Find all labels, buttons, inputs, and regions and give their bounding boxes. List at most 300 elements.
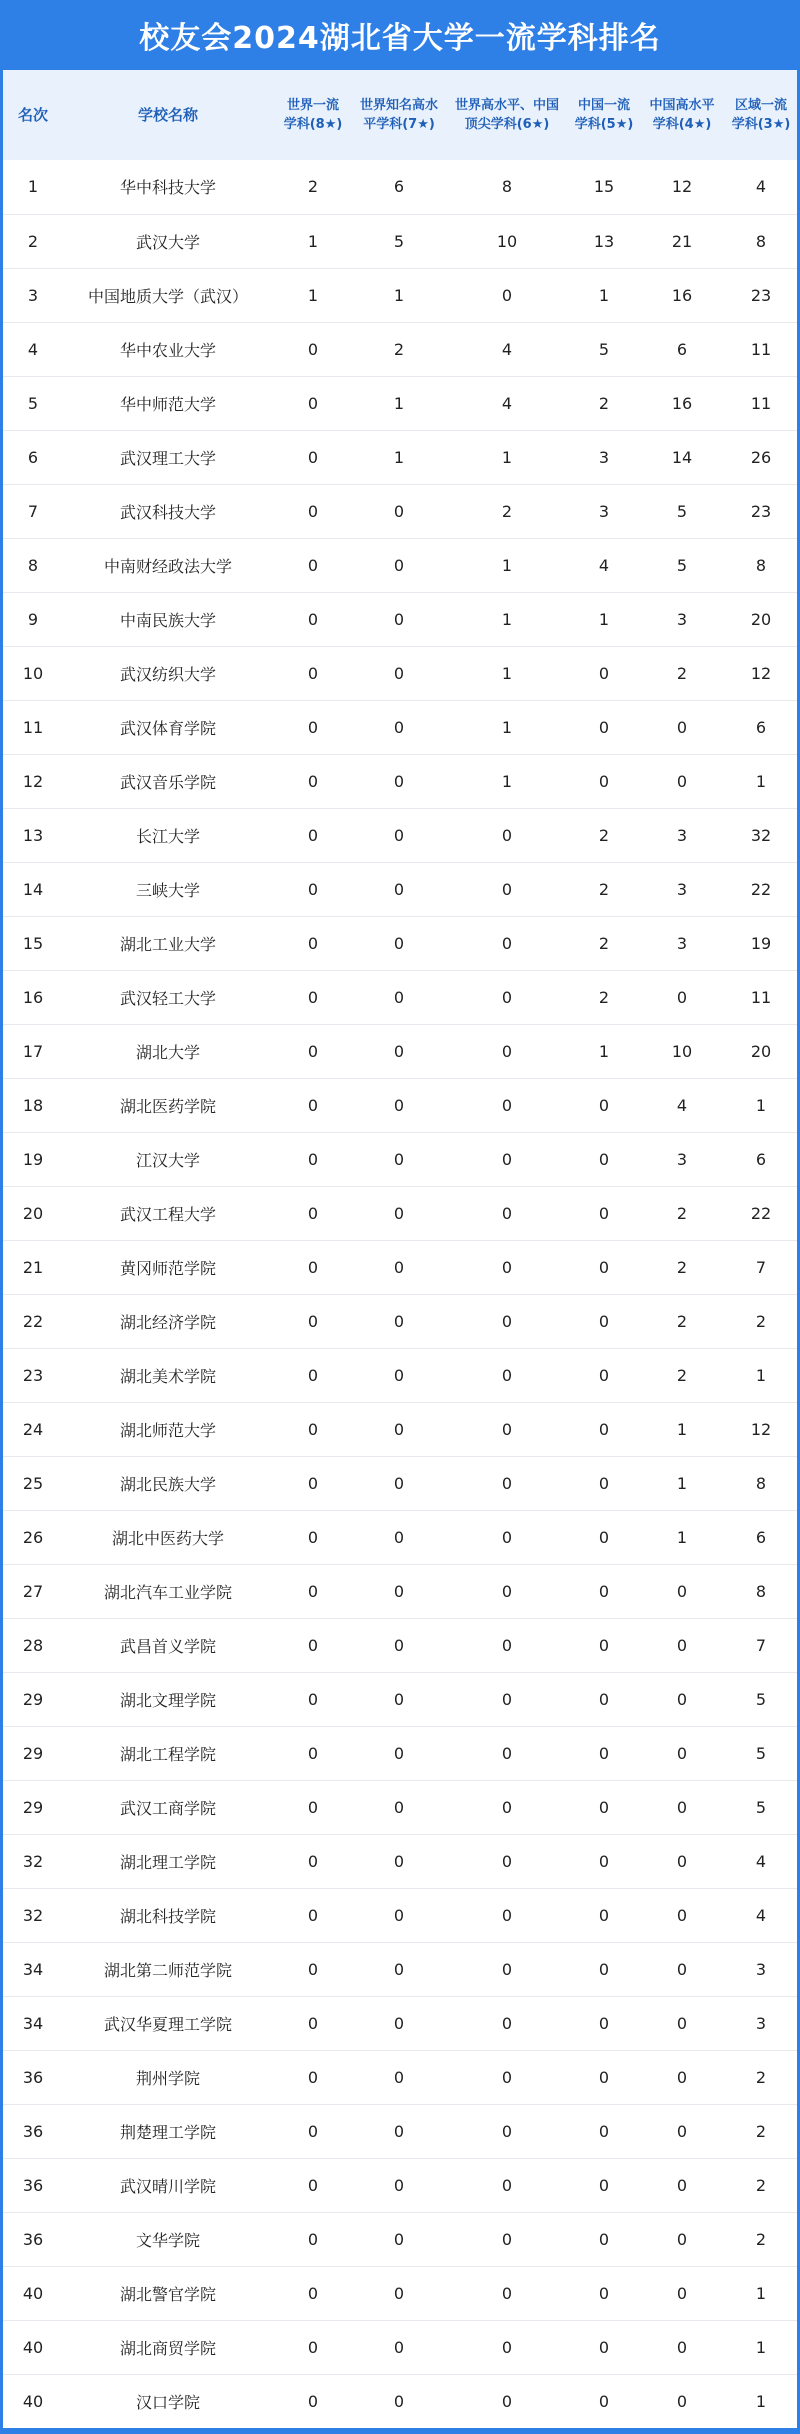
china-first-class-cell: 0 xyxy=(598,717,610,737)
table-row xyxy=(3,1672,797,1726)
rank-cell: 7 xyxy=(27,501,39,521)
regional-first-class-cell: 2 xyxy=(755,2175,767,2195)
world-renowned-cell: 0 xyxy=(393,771,405,791)
page-title: 校友会2024湖北省大学一流学科排名 xyxy=(139,21,661,56)
china-first-class-cell: 0 xyxy=(598,771,610,791)
rank-cell: 26 xyxy=(22,1527,44,1547)
rank-cell: 4 xyxy=(27,339,39,359)
school-name-cell: 文华学院 xyxy=(135,2230,200,2250)
rank-cell: 29 xyxy=(22,1743,44,1763)
world-high-level-cell: 0 xyxy=(501,1797,513,1817)
world-high-level-cell: 0 xyxy=(501,1473,513,1493)
school-name-cell: 湖北美术学院 xyxy=(119,1366,216,1386)
rank-cell: 10 xyxy=(22,663,44,683)
world-high-level-cell: 0 xyxy=(501,1419,513,1439)
world-renowned-cell: 0 xyxy=(393,2337,405,2357)
world-first-class-cell: 0 xyxy=(307,2229,319,2249)
world-renowned-cell: 0 xyxy=(393,1257,405,1277)
table-row xyxy=(3,1780,797,1834)
header-china-high-level: 中国高水平 学科(4★) xyxy=(649,98,715,132)
world-first-class-cell: 0 xyxy=(307,1203,319,1223)
regional-first-class-cell: 19 xyxy=(750,933,772,953)
world-first-class-cell: 0 xyxy=(307,1851,319,1871)
table-body xyxy=(3,160,797,2428)
world-first-class-cell: 0 xyxy=(307,393,319,413)
china-first-class-cell: 0 xyxy=(598,2175,610,2195)
school-name-cell: 长江大学 xyxy=(135,826,200,846)
world-first-class-cell: 0 xyxy=(307,987,319,1007)
china-high-level-cell: 0 xyxy=(676,771,688,791)
china-first-class-cell: 0 xyxy=(598,1203,610,1223)
rank-cell: 34 xyxy=(22,2013,44,2033)
regional-first-class-cell: 4 xyxy=(755,177,767,197)
header-world-high-level: 世界高水平、中国 顶尖学科(6★) xyxy=(454,98,559,132)
table-row xyxy=(3,1996,797,2050)
china-high-level-cell: 0 xyxy=(676,1851,688,1871)
table-row xyxy=(3,214,797,268)
school-name-cell: 华中师范大学 xyxy=(119,394,216,414)
school-name-cell: 中南民族大学 xyxy=(119,610,216,630)
school-name-cell: 三峡大学 xyxy=(135,880,200,900)
world-high-level-cell: 0 xyxy=(501,1041,513,1061)
regional-first-class-cell: 1 xyxy=(755,771,767,791)
world-first-class-cell: 0 xyxy=(307,2013,319,2033)
china-first-class-cell: 0 xyxy=(598,1797,610,1817)
world-renowned-cell: 0 xyxy=(393,2121,405,2141)
world-renowned-cell: 0 xyxy=(393,825,405,845)
china-first-class-cell: 0 xyxy=(598,2283,610,2303)
china-first-class-cell: 2 xyxy=(598,825,610,845)
china-first-class-cell: 0 xyxy=(598,1635,610,1655)
world-first-class-cell: 0 xyxy=(307,1689,319,1709)
rank-cell: 25 xyxy=(22,1473,44,1493)
table-row xyxy=(3,862,797,916)
table-row xyxy=(3,700,797,754)
rank-cell: 40 xyxy=(22,2337,44,2357)
world-renowned-cell: 6 xyxy=(393,177,405,197)
school-name-cell: 黄冈师范学院 xyxy=(119,1258,216,1278)
table-row xyxy=(3,1888,797,1942)
china-first-class-cell: 0 xyxy=(598,663,610,683)
world-first-class-cell: 0 xyxy=(307,1041,319,1061)
china-first-class-cell: 2 xyxy=(598,393,610,413)
rank-cell: 22 xyxy=(22,1311,44,1331)
china-first-class-cell: 15 xyxy=(593,177,615,197)
china-first-class-cell: 0 xyxy=(598,2121,610,2141)
header-rank: 名次 xyxy=(17,105,48,124)
china-high-level-cell: 12 xyxy=(671,177,693,197)
school-name-cell: 湖北科技学院 xyxy=(119,1906,216,1926)
world-renowned-cell: 0 xyxy=(393,1203,405,1223)
table-row xyxy=(3,2374,797,2428)
china-high-level-cell: 2 xyxy=(676,1257,688,1277)
china-first-class-cell: 0 xyxy=(598,1527,610,1547)
china-high-level-cell: 0 xyxy=(676,2283,688,2303)
world-high-level-cell: 0 xyxy=(501,2175,513,2195)
world-high-level-cell: 0 xyxy=(501,1257,513,1277)
school-name-cell: 湖北医药学院 xyxy=(119,1096,216,1116)
china-high-level-cell: 0 xyxy=(676,717,688,737)
world-high-level-cell: 0 xyxy=(501,1743,513,1763)
world-first-class-cell: 0 xyxy=(307,933,319,953)
world-renowned-cell: 0 xyxy=(393,2013,405,2033)
world-high-level-cell: 0 xyxy=(501,1959,513,1979)
rank-cell: 36 xyxy=(22,2121,44,2141)
world-high-level-cell: 0 xyxy=(501,1203,513,1223)
table-row xyxy=(3,970,797,1024)
china-high-level-cell: 0 xyxy=(676,1797,688,1817)
rank-cell: 15 xyxy=(22,933,44,953)
world-first-class-cell: 0 xyxy=(307,2121,319,2141)
china-high-level-cell: 2 xyxy=(676,1311,688,1331)
china-high-level-cell: 16 xyxy=(671,285,693,305)
world-high-level-cell: 4 xyxy=(501,393,513,413)
school-name-cell: 武汉大学 xyxy=(135,232,200,252)
regional-first-class-cell: 6 xyxy=(755,1527,767,1547)
world-first-class-cell: 0 xyxy=(307,1527,319,1547)
table-row xyxy=(3,1564,797,1618)
china-high-level-cell: 1 xyxy=(676,1473,688,1493)
world-first-class-cell: 0 xyxy=(307,2175,319,2195)
china-high-level-cell: 0 xyxy=(676,2229,688,2249)
world-high-level-cell: 0 xyxy=(501,1311,513,1331)
regional-first-class-cell: 1 xyxy=(755,1365,767,1385)
china-first-class-cell: 0 xyxy=(598,1311,610,1331)
world-high-level-cell: 1 xyxy=(501,555,513,575)
world-high-level-cell: 1 xyxy=(501,609,513,629)
world-renowned-cell: 0 xyxy=(393,1041,405,1061)
table-row xyxy=(3,2266,797,2320)
regional-first-class-cell: 6 xyxy=(755,1149,767,1169)
school-name-cell: 湖北师范大学 xyxy=(119,1420,216,1440)
world-first-class-cell: 0 xyxy=(307,879,319,899)
world-first-class-cell: 0 xyxy=(307,555,319,575)
regional-first-class-cell: 2 xyxy=(755,2229,767,2249)
world-high-level-cell: 0 xyxy=(501,2013,513,2033)
china-high-level-cell: 4 xyxy=(676,1095,688,1115)
world-renowned-cell: 0 xyxy=(393,1095,405,1115)
world-first-class-cell: 0 xyxy=(307,1257,319,1277)
rank-cell: 19 xyxy=(22,1149,44,1169)
regional-first-class-cell: 4 xyxy=(755,1851,767,1871)
world-renowned-cell: 0 xyxy=(393,1635,405,1655)
regional-first-class-cell: 2 xyxy=(755,2121,767,2141)
table-row xyxy=(3,2158,797,2212)
world-renowned-cell: 0 xyxy=(393,879,405,899)
world-high-level-cell: 1 xyxy=(501,717,513,737)
china-first-class-cell: 0 xyxy=(598,1581,610,1601)
world-high-level-cell: 0 xyxy=(501,2121,513,2141)
table-row xyxy=(3,1078,797,1132)
regional-first-class-cell: 1 xyxy=(755,1095,767,1115)
china-high-level-cell: 6 xyxy=(676,339,688,359)
world-high-level-cell: 0 xyxy=(501,1635,513,1655)
china-first-class-cell: 4 xyxy=(598,555,610,575)
china-first-class-cell: 0 xyxy=(598,2391,610,2411)
world-high-level-cell: 1 xyxy=(501,663,513,683)
table-row xyxy=(3,268,797,322)
school-name-cell: 荆楚理工学院 xyxy=(119,2122,216,2142)
regional-first-class-cell: 22 xyxy=(750,879,772,899)
world-renowned-cell: 1 xyxy=(393,285,405,305)
china-high-level-cell: 14 xyxy=(671,447,693,467)
school-name-cell: 华中科技大学 xyxy=(119,178,216,198)
world-renowned-cell: 0 xyxy=(393,1905,405,1925)
regional-first-class-cell: 11 xyxy=(750,339,772,359)
world-first-class-cell: 0 xyxy=(307,663,319,683)
world-first-class-cell: 0 xyxy=(307,717,319,737)
regional-first-class-cell: 4 xyxy=(755,1905,767,1925)
world-high-level-cell: 0 xyxy=(501,825,513,845)
world-first-class-cell: 0 xyxy=(307,771,319,791)
china-first-class-cell: 0 xyxy=(598,1257,610,1277)
table-row xyxy=(3,430,797,484)
rank-cell: 21 xyxy=(22,1257,44,1277)
world-high-level-cell: 0 xyxy=(501,2229,513,2249)
rank-cell: 2 xyxy=(27,231,39,251)
world-high-level-cell: 0 xyxy=(501,879,513,899)
world-renowned-cell: 0 xyxy=(393,1311,405,1331)
world-renowned-cell: 0 xyxy=(393,2391,405,2411)
world-high-level-cell: 1 xyxy=(501,771,513,791)
school-name-cell: 武汉体育学院 xyxy=(119,718,216,738)
world-high-level-cell: 4 xyxy=(501,339,513,359)
school-name-cell: 汉口学院 xyxy=(135,2392,200,2412)
world-first-class-cell: 0 xyxy=(307,2067,319,2087)
rank-cell: 17 xyxy=(22,1041,44,1061)
china-high-level-cell: 0 xyxy=(676,2013,688,2033)
rank-cell: 12 xyxy=(22,771,44,791)
regional-first-class-cell: 8 xyxy=(755,555,767,575)
world-high-level-cell: 0 xyxy=(501,1365,513,1385)
rank-cell: 16 xyxy=(22,987,44,1007)
regional-first-class-cell: 22 xyxy=(750,1203,772,1223)
china-high-level-cell: 5 xyxy=(676,555,688,575)
rank-cell: 13 xyxy=(22,825,44,845)
regional-first-class-cell: 8 xyxy=(755,1473,767,1493)
rank-cell: 32 xyxy=(22,1851,44,1871)
world-first-class-cell: 0 xyxy=(307,1473,319,1493)
world-renowned-cell: 0 xyxy=(393,1149,405,1169)
china-first-class-cell: 2 xyxy=(598,987,610,1007)
table-row xyxy=(3,1348,797,1402)
school-name-cell: 湖北商贸学院 xyxy=(119,2338,216,2358)
table-row xyxy=(3,1132,797,1186)
rank-cell: 29 xyxy=(22,1797,44,1817)
world-high-level-cell: 0 xyxy=(501,1851,513,1871)
regional-first-class-cell: 7 xyxy=(755,1257,767,1277)
regional-first-class-cell: 3 xyxy=(755,2013,767,2033)
regional-first-class-cell: 32 xyxy=(750,825,772,845)
world-renowned-cell: 0 xyxy=(393,2067,405,2087)
school-name-cell: 湖北文理学院 xyxy=(119,1690,216,1710)
rank-cell: 6 xyxy=(27,447,39,467)
china-first-class-cell: 3 xyxy=(598,501,610,521)
world-renowned-cell: 0 xyxy=(393,555,405,575)
china-high-level-cell: 0 xyxy=(676,2337,688,2357)
china-high-level-cell: 0 xyxy=(676,1581,688,1601)
table-row xyxy=(3,1294,797,1348)
china-first-class-cell: 0 xyxy=(598,1473,610,1493)
world-first-class-cell: 0 xyxy=(307,1959,319,1979)
regional-first-class-cell: 7 xyxy=(755,1635,767,1655)
school-name-cell: 湖北工业大学 xyxy=(119,934,216,954)
table-row xyxy=(3,1510,797,1564)
china-high-level-cell: 2 xyxy=(676,1365,688,1385)
table-header xyxy=(3,70,797,160)
school-name-cell: 中南财经政法大学 xyxy=(103,556,232,576)
world-renowned-cell: 0 xyxy=(393,1365,405,1385)
china-first-class-cell: 0 xyxy=(598,2067,610,2087)
regional-first-class-cell: 2 xyxy=(755,1311,767,1331)
rank-cell: 24 xyxy=(22,1419,44,1439)
regional-first-class-cell: 12 xyxy=(750,1419,772,1439)
school-name-cell: 湖北汽车工业学院 xyxy=(103,1582,232,1602)
header-school-name: 学校名称 xyxy=(137,105,198,124)
world-first-class-cell: 0 xyxy=(307,1365,319,1385)
world-first-class-cell: 0 xyxy=(307,1149,319,1169)
china-high-level-cell: 5 xyxy=(676,501,688,521)
rank-cell: 18 xyxy=(22,1095,44,1115)
world-renowned-cell: 0 xyxy=(393,2283,405,2303)
world-first-class-cell: 0 xyxy=(307,1743,319,1763)
china-high-level-cell: 2 xyxy=(676,663,688,683)
china-first-class-cell: 0 xyxy=(598,1959,610,1979)
table-row xyxy=(3,1186,797,1240)
world-high-level-cell: 0 xyxy=(501,2067,513,2087)
china-first-class-cell: 0 xyxy=(598,1095,610,1115)
china-high-level-cell: 3 xyxy=(676,933,688,953)
world-renowned-cell: 0 xyxy=(393,1581,405,1601)
world-renowned-cell: 0 xyxy=(393,663,405,683)
china-first-class-cell: 0 xyxy=(598,1419,610,1439)
regional-first-class-cell: 20 xyxy=(750,609,772,629)
regional-first-class-cell: 26 xyxy=(750,447,772,467)
world-renowned-cell: 2 xyxy=(393,339,405,359)
world-first-class-cell: 0 xyxy=(307,501,319,521)
school-name-cell: 中国地质大学（武汉） xyxy=(87,286,248,306)
rank-cell: 3 xyxy=(27,285,39,305)
rank-cell: 36 xyxy=(22,2229,44,2249)
china-first-class-cell: 0 xyxy=(598,1851,610,1871)
world-first-class-cell: 0 xyxy=(307,1095,319,1115)
china-first-class-cell: 1 xyxy=(598,285,610,305)
world-first-class-cell: 0 xyxy=(307,1419,319,1439)
world-high-level-cell: 0 xyxy=(501,933,513,953)
rank-cell: 5 xyxy=(27,393,39,413)
world-high-level-cell: 0 xyxy=(501,2337,513,2357)
table-row xyxy=(3,2050,797,2104)
china-high-level-cell: 0 xyxy=(676,1905,688,1925)
table-row xyxy=(3,376,797,430)
regional-first-class-cell: 20 xyxy=(750,1041,772,1061)
school-name-cell: 华中农业大学 xyxy=(119,340,216,360)
school-name-cell: 湖北警官学院 xyxy=(119,2284,216,2304)
china-high-level-cell: 3 xyxy=(676,1149,688,1169)
world-high-level-cell: 10 xyxy=(496,231,518,251)
world-first-class-cell: 0 xyxy=(307,825,319,845)
school-name-cell: 江汉大学 xyxy=(135,1150,200,1170)
school-name-cell: 湖北中医药大学 xyxy=(111,1528,224,1548)
china-first-class-cell: 0 xyxy=(598,2229,610,2249)
table-row xyxy=(3,1726,797,1780)
regional-first-class-cell: 1 xyxy=(755,2337,767,2357)
world-high-level-cell: 2 xyxy=(501,501,513,521)
world-renowned-cell: 0 xyxy=(393,609,405,629)
regional-first-class-cell: 5 xyxy=(755,1689,767,1709)
school-name-cell: 武汉工程大学 xyxy=(119,1204,216,1224)
header-row xyxy=(3,70,797,160)
table-row xyxy=(3,160,797,214)
world-first-class-cell: 0 xyxy=(307,609,319,629)
china-first-class-cell: 1 xyxy=(598,1041,610,1061)
school-name-cell: 武汉华夏理工学院 xyxy=(103,2014,232,2034)
world-renowned-cell: 5 xyxy=(393,231,405,251)
school-name-cell: 荆州学院 xyxy=(135,2068,200,2088)
china-high-level-cell: 16 xyxy=(671,393,693,413)
world-high-level-cell: 0 xyxy=(501,1905,513,1925)
china-high-level-cell: 1 xyxy=(676,1419,688,1439)
regional-first-class-cell: 2 xyxy=(755,2067,767,2087)
rank-cell: 8 xyxy=(27,555,39,575)
school-name-cell: 武汉纺织大学 xyxy=(119,664,216,684)
table-row xyxy=(3,2212,797,2266)
china-high-level-cell: 3 xyxy=(676,879,688,899)
world-high-level-cell: 0 xyxy=(501,987,513,1007)
world-first-class-cell: 0 xyxy=(307,1797,319,1817)
china-first-class-cell: 1 xyxy=(598,609,610,629)
world-high-level-cell: 0 xyxy=(501,285,513,305)
world-high-level-cell: 0 xyxy=(501,1095,513,1115)
china-high-level-cell: 0 xyxy=(676,987,688,1007)
world-first-class-cell: 0 xyxy=(307,1635,319,1655)
table-row xyxy=(3,1618,797,1672)
rank-cell: 11 xyxy=(22,717,44,737)
rank-cell: 1 xyxy=(27,177,39,197)
china-first-class-cell: 0 xyxy=(598,1689,610,1709)
world-first-class-cell: 0 xyxy=(307,339,319,359)
china-first-class-cell: 13 xyxy=(593,231,615,251)
school-name-cell: 湖北大学 xyxy=(135,1042,200,1062)
world-first-class-cell: 2 xyxy=(307,177,319,197)
header-world-first-class: 世界一流 学科(8★) xyxy=(283,98,343,132)
china-high-level-cell: 0 xyxy=(676,2175,688,2195)
china-high-level-cell: 0 xyxy=(676,1743,688,1763)
china-high-level-cell: 21 xyxy=(671,231,693,251)
china-high-level-cell: 0 xyxy=(676,1959,688,1979)
table-row xyxy=(3,1456,797,1510)
world-high-level-cell: 8 xyxy=(501,177,513,197)
china-first-class-cell: 2 xyxy=(598,933,610,953)
world-renowned-cell: 0 xyxy=(393,987,405,1007)
regional-first-class-cell: 1 xyxy=(755,2283,767,2303)
china-high-level-cell: 0 xyxy=(676,1689,688,1709)
world-renowned-cell: 0 xyxy=(393,2175,405,2195)
world-first-class-cell: 1 xyxy=(307,231,319,251)
world-renowned-cell: 0 xyxy=(393,1473,405,1493)
header-regional-first-class: 区域一流 学科(3★) xyxy=(731,98,791,132)
world-renowned-cell: 1 xyxy=(393,447,405,467)
rank-cell: 28 xyxy=(22,1635,44,1655)
china-first-class-cell: 2 xyxy=(598,879,610,899)
world-renowned-cell: 0 xyxy=(393,1527,405,1547)
regional-first-class-cell: 1 xyxy=(755,2391,767,2411)
world-high-level-cell: 0 xyxy=(501,1689,513,1709)
rank-cell: 23 xyxy=(22,1365,44,1385)
china-first-class-cell: 0 xyxy=(598,2337,610,2357)
china-high-level-cell: 2 xyxy=(676,1203,688,1223)
world-renowned-cell: 0 xyxy=(393,1743,405,1763)
